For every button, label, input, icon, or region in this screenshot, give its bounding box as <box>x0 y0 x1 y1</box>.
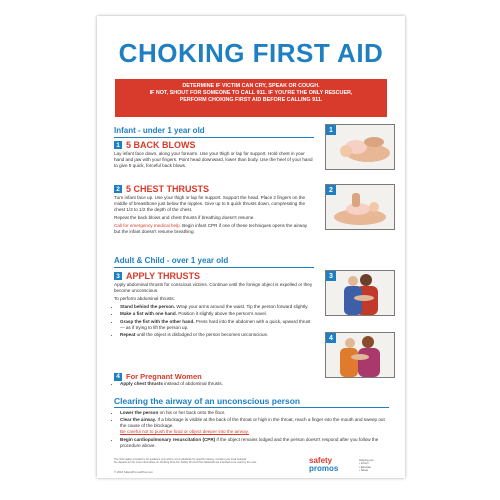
step-2-title: 5 CHEST THRUSTS <box>126 184 210 194</box>
illustration-1-number: 1 <box>326 125 336 135</box>
thrust-step: • Grasp the fist with the other hand. Press hard into the abdomen with a quick, upward thrust — as if trying to lift the person up. <box>120 319 314 331</box>
call-emergency-text: Call for emergency medical help. <box>114 222 181 228</box>
unconscious-step: • Clear the airway. If a blockage is visible at the back of the throat or high in the throat, reach a finger into the mouth and sweep out the cause of the blockage. Be careful not to push the food or object deeper into the airway. <box>120 417 389 435</box>
infant-section-title: Infant - under 1 year old <box>114 126 205 135</box>
illustration-back-blows <box>325 124 395 170</box>
step-2 <box>114 184 314 237</box>
thrust-step: • Make a fist with one hand. Position it slightly above the person's navel. <box>120 311 314 317</box>
banner-line-1: DETERMINE IF VICTIM CAN CRY, SPEAK OR COUGH. <box>182 83 320 89</box>
unconscious-divider <box>114 407 389 408</box>
unconscious-section-title: Clearing the airway of an unconscious person <box>114 396 301 406</box>
unconscious-step: • Begin cardiopulmonary resuscitation (CPR) if the object remains lodged and the person doesn't respond after you follow the procedure above. <box>120 437 389 449</box>
logo-tagline: Helping you • Inform • Educate • Share <box>359 458 374 473</box>
step-2-text: Turn infant face up. Use your thigh or lap for support. Support the head. Place 2 fingers on the middle of breastbone just below the nipples. Give up to 5 quick thrusts down, compressing the chest 1/3 to 1/2 the depth of the chest. <box>114 195 306 212</box>
safety-promos-logo: safety promos <box>309 456 339 473</box>
footer-disclaimer: The information provided is for guidance only and is not a substitute for specific training. Contact your local hospital, fire department for more information on Choking First Aid. Safety Promos Plus Materials are intended to be used by the user. <box>114 458 257 465</box>
step-3-number: 3 <box>114 272 122 280</box>
infant-divider <box>114 137 314 138</box>
illustration-abdominal-thrusts <box>325 270 395 316</box>
banner-line-2: IF NOT, SHOUT FOR SOMEONE TO CALL 911. IF YOU'RE THE ONLY RESCUER, <box>149 90 353 97</box>
step-3-title: APPLY THRUSTS <box>126 271 201 281</box>
step-1-number: 1 <box>114 141 122 149</box>
choking-poster <box>97 16 405 478</box>
step-1 <box>114 140 314 169</box>
illustration-chest-thrusts <box>325 184 395 230</box>
illustration-4-number: 4 <box>326 333 336 343</box>
step-4 <box>114 372 314 388</box>
adult-divider <box>114 267 314 268</box>
adult-section-title: Adult & Child - over 1 year old <box>114 256 229 265</box>
step-4-number: 4 <box>114 373 122 381</box>
thrust-step: • Stand behind the person. Wrap your arms around the waist. Tip the person forward slightly. <box>120 304 314 310</box>
illustration-2-number: 2 <box>326 185 336 195</box>
infant-cpr-text: Begin infant CPR if one of these techniques opens the airway but the infant doesn't resume breathing. <box>114 222 308 234</box>
poster-title: CHOKING FIRST AID <box>118 38 384 68</box>
step-3-intro: To perform abdominal thrusts: <box>114 295 175 301</box>
illustration-3-number: 3 <box>326 271 336 281</box>
step-4-title: For Pregnant Women <box>126 372 202 381</box>
illustration-pregnant-thrusts <box>325 332 395 378</box>
step-2-number: 2 <box>114 185 122 193</box>
banner-line-3: PERFORM CHOKING FIRST AID BEFORE CALLING 911. <box>179 97 323 104</box>
unconscious-steps <box>114 410 389 450</box>
pregnant-step: • Apply chest thrusts instead of abdominal thrusts. <box>120 381 314 387</box>
thrust-steps-list <box>114 304 314 338</box>
step-3-text: Apply abdominal thrusts for conscious victims. Continue until the foreign object is expelled or they become unconscious. <box>114 282 313 293</box>
step-2-repeat: Repeat the back blows and chest thrusts if breathing doesn't resume. <box>114 214 255 220</box>
thrust-step: • Repeat until the object is dislodged or the person becomes unconscious. <box>120 332 314 338</box>
step-1-title: 5 BACK BLOWS <box>126 140 196 150</box>
copyright: © 2016 SafetyPromosPlus.com <box>114 470 153 474</box>
unconscious-step: • Lower the person on his or her back onto the floor. <box>120 410 389 416</box>
warning-banner <box>115 79 387 117</box>
step-3 <box>114 271 314 340</box>
step-1-text: Lay infant face down, along your forearm. Use your thigh or lap for support. Hold chest in your hand and jaw with your fingers. Point head downward, lower than body. Use the heel of your hand to give 5 quick, forceful back blows. <box>114 151 313 168</box>
